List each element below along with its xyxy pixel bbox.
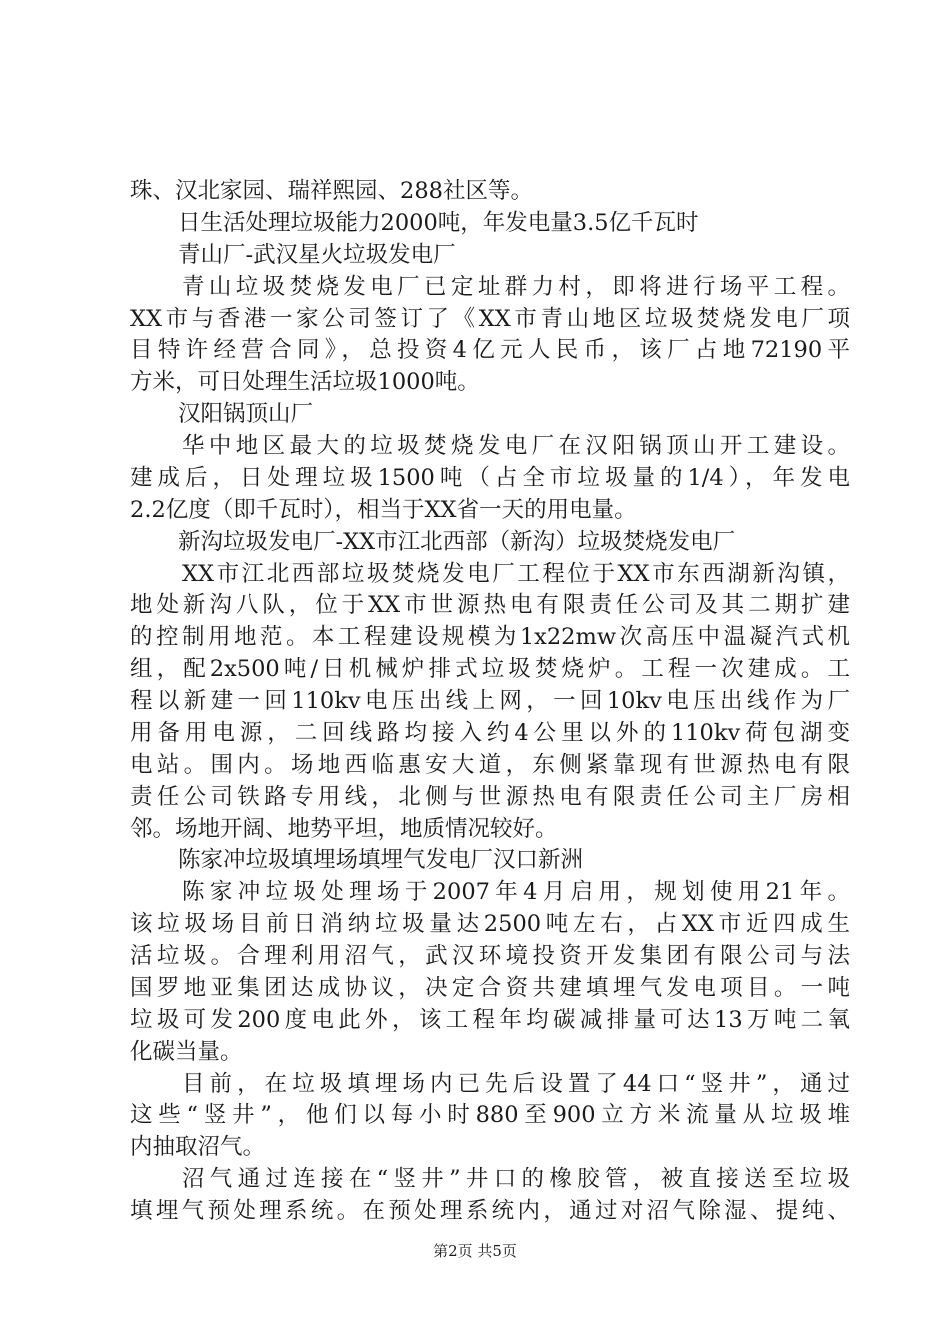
- text-line: 方米，可日处理生活垃圾1000吨。: [130, 369, 480, 395]
- text-line: 该垃圾场目前日消纳垃圾量达2500吨左右，占XX市近四成生: [130, 911, 850, 937]
- text-line: XX市与香港一家公司签订了《XX市青山地区垃圾焚烧发电厂项: [130, 306, 850, 332]
- text-line: 程以新建一回110kv电压出线上网，一回10kv电压出线作为厂: [130, 688, 850, 714]
- text-line: 目特许经营合同》，总投资4亿元人民币，该厂占地72190平: [130, 337, 850, 363]
- text-line: 陈家冲垃圾处理场于2007年4月启用，规划使用21年。: [182, 879, 850, 905]
- text-line: 组，配2x500吨/日机械炉排式垃圾焚烧炉。工程一次建成。工: [130, 656, 850, 682]
- text-line: 华中地区最大的垃圾焚烧发电厂在汉阳锅顶山开工建设。: [182, 433, 850, 459]
- text-line: 国罗地亚集团达成协议，决定合资共建填埋气发电项目。一吨: [130, 975, 850, 1001]
- text-line: 活垃圾。合理利用沼气，武汉环境投资开发集团有限公司与法: [130, 943, 850, 969]
- text-line: 内抽取沼气。: [130, 1134, 266, 1160]
- text-line: 电站。围内。场地西临惠安大道，东侧紧靠现有世源热电有限: [130, 752, 850, 778]
- text-line: 垃圾可发200度电此外，该工程年均碳减排量可达13万吨二氧: [130, 1007, 850, 1033]
- section-heading: 青山厂-武汉星火垃圾发电厂: [178, 242, 456, 268]
- text-line: 地处新沟八队，位于XX市世源热电有限责任公司及其二期扩建: [130, 592, 850, 618]
- section-heading: 陈家冲垃圾填埋场填埋气发电厂汉口新洲: [178, 847, 584, 873]
- section-heading: 汉阳锅顶山厂: [178, 401, 314, 427]
- text-line: 这些“竖井”，他们以每小时880至900立方米流量从垃圾堆: [130, 1102, 850, 1128]
- text-line: 填埋气预处理系统。在预处理系统内，通过对沼气除湿、提纯、: [130, 1198, 850, 1224]
- text-line: 沼气通过连接在“竖井”井口的橡胶管，被直接送至垃圾: [182, 1166, 850, 1192]
- text-line: 的控制用地范。本工程建设规模为1x22mw次高压中温凝汽式机: [130, 624, 850, 650]
- page-footer: 第2页 共5页: [433, 1242, 517, 1260]
- text-line: 青山垃圾焚烧发电厂已定址群力村，即将进行场平工程。: [182, 274, 850, 300]
- text-line: 日生活处理垃圾能力2000吨，年发电量3.5亿千瓦时: [178, 210, 699, 236]
- text-line: 责任公司铁路专用线，北侧与世源热电有限责任公司主厂房相: [130, 784, 850, 810]
- text-line: XX市江北西部垃圾焚烧发电厂工程位于XX市东西湖新沟镇，: [182, 561, 850, 587]
- text-line: 用备用电源，二回线路均接入约4公里以外的110kv荷包湖变: [130, 720, 850, 746]
- text-line: 珠、汉北家园、瑞祥熙园、288社区等。: [130, 178, 533, 204]
- text-line: 目前，在垃圾填埋场内已先后设置了44口“竖井”，通过: [182, 1071, 850, 1097]
- section-heading: 新沟垃圾发电厂-XX市江北西部（新沟）垃圾焚烧发电厂: [178, 529, 736, 555]
- text-line: 化碳当量。: [130, 1039, 243, 1065]
- text-line: 2.2亿度（即千瓦时），相当于XX省一天的用电量。: [130, 497, 637, 523]
- text-line: 邻。场地开阔、地势平坦，地质情况较好。: [130, 816, 558, 842]
- text-line: 建成后，日处理垃圾1500吨（占全市垃圾量的1/4），年发电: [130, 465, 850, 491]
